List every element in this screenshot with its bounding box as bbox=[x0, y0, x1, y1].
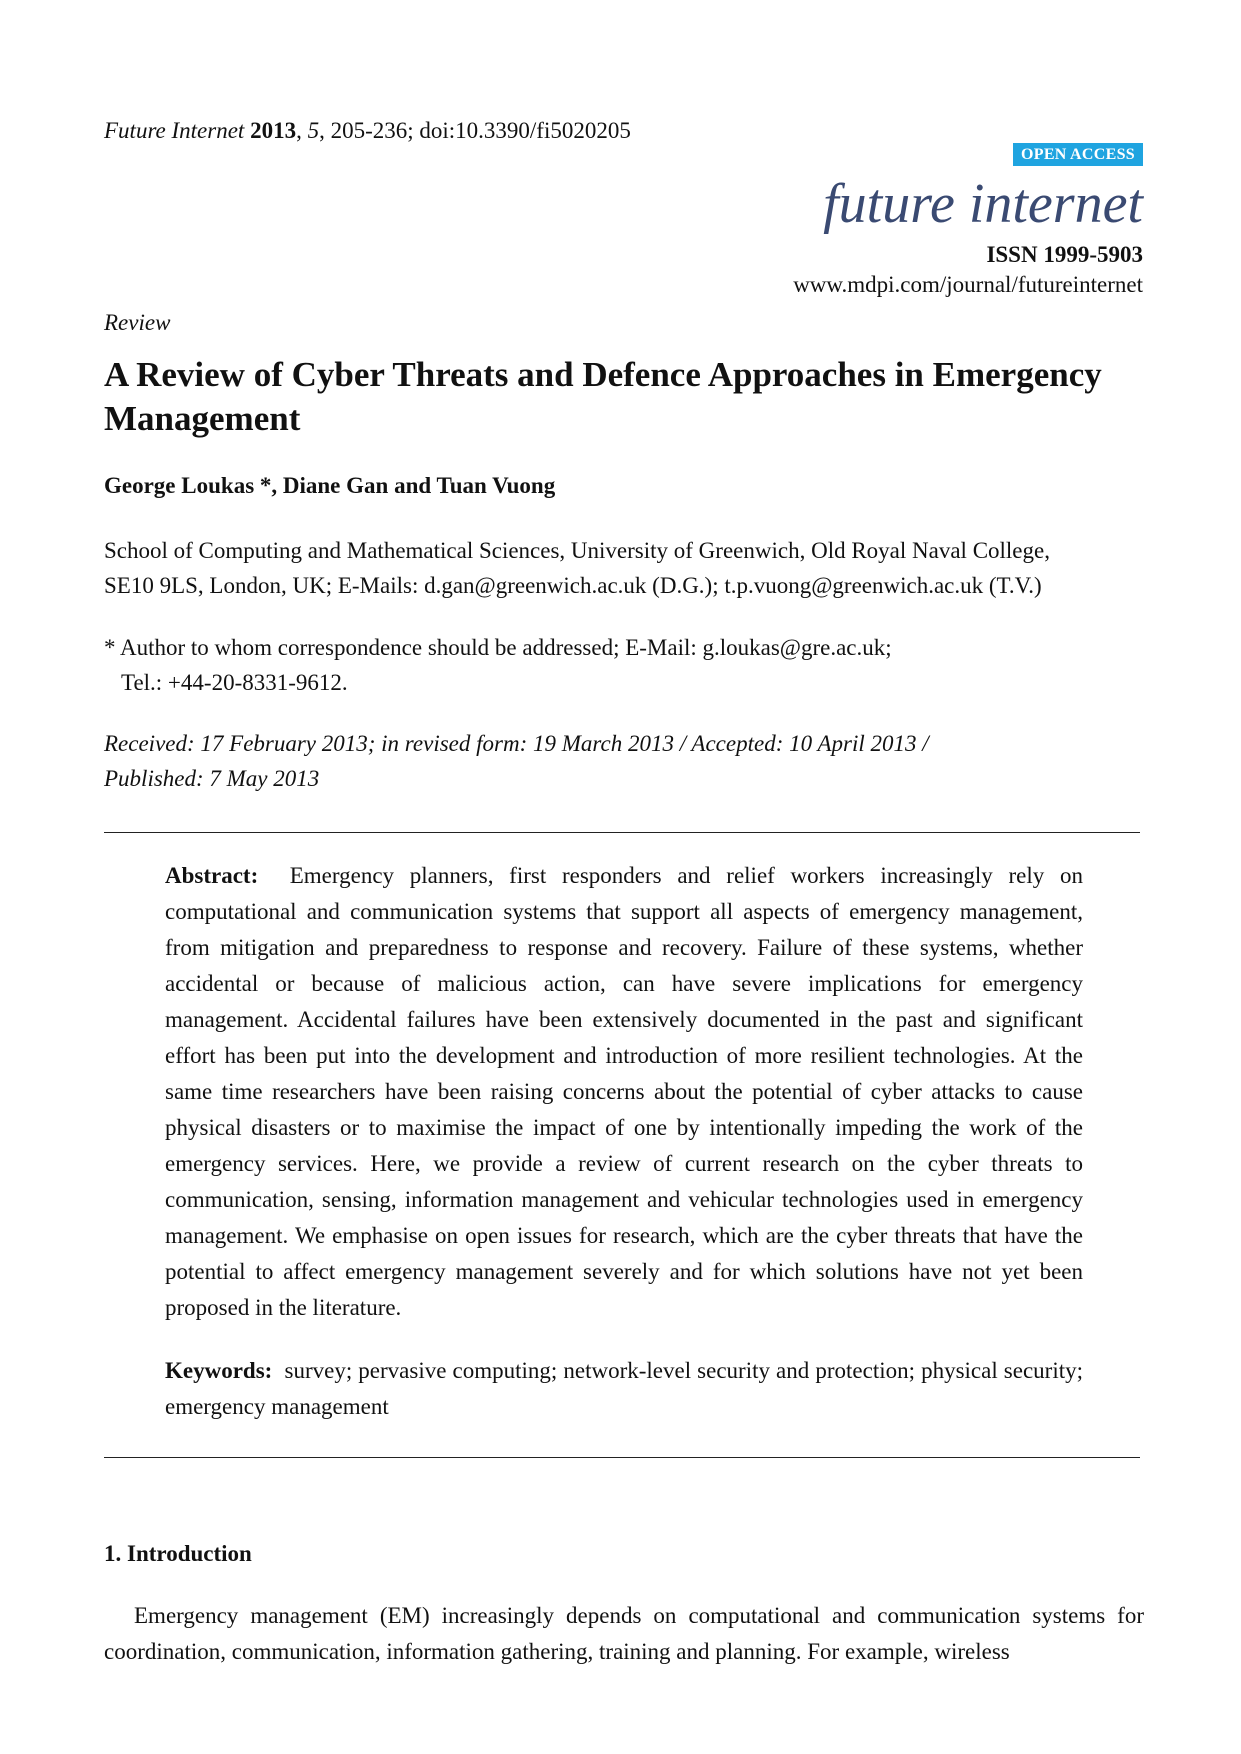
section-heading: 1. Introduction bbox=[104, 1541, 252, 1566]
affiliation-line: School of Computing and Mathematical Sciences, University of Greenwich, Old Royal Naval College, bbox=[104, 538, 1050, 563]
affiliation bbox=[104, 533, 1144, 603]
journal-url[interactable]: www.mdpi.com/journal/futureinternet bbox=[793, 272, 1143, 297]
correspondence-email: * Author to whom correspondence should be addressed; E-Mail: g.loukas@gre.ac.uk; bbox=[104, 635, 892, 660]
divider-bottom bbox=[104, 1457, 1140, 1458]
citation-volume: 5 bbox=[307, 118, 320, 143]
dates-published: Published: 7 May 2013 bbox=[104, 766, 320, 791]
divider-top bbox=[104, 832, 1140, 833]
keywords bbox=[165, 1353, 1083, 1425]
abstract bbox=[165, 858, 1083, 1326]
affiliation-emails: SE10 9LS, London, UK; E-Mails: d.gan@greenwich.ac.uk (D.G.); t.p.vuong@greenwich.ac.uk (T.V.) bbox=[104, 573, 1042, 598]
abstract-text: Emergency planners, first responders and relief workers increasingly rely on computational and communication systems that support all aspects of emergency management, from mitigation and preparedness to response and recovery. Failure of these systems, whether accidental or because of malicious action, can have severe implications for emergency management. Accidental failures have been extensively documented in the past and significant effort has been put into the development and introduction of more resilient technologies. At the same time researchers have been raising concerns about the potential of cyber attacks to cause physical disasters or to maximise the impact of one by intentionally impeding the work of the emergency services. Here, we provide a review of current research on the cyber threats to communication, sensing, information management and vehicular technologies used in emergency management. We emphasise on open issues for research, which are the cyber threats that have the potential to affect emergency management severely and for which solutions have not yet been proposed in the literature. bbox=[165, 863, 1084, 1320]
paper-title: A Review of Cyber Threats and Defence Approaches in Emergency Management bbox=[104, 355, 1102, 438]
open-access-badge: OPEN ACCESS bbox=[1013, 143, 1143, 166]
introduction-paragraph: Emergency management (EM) increasingly depends on computational and communication systems for coordination, communication, information gathering, training and planning. For example, wireless bbox=[104, 1603, 1144, 1664]
abstract-label: Abstract: bbox=[165, 863, 259, 888]
article-dates bbox=[104, 726, 929, 796]
correspondence bbox=[104, 630, 892, 700]
correspondence-tel: Tel.: +44-20-8331-9612. bbox=[121, 670, 348, 695]
keywords-label: Keywords: bbox=[165, 1358, 273, 1383]
journal-logo-title: future internet bbox=[823, 173, 1143, 235]
journal-name: Future Internet bbox=[104, 118, 245, 143]
keywords-text: survey; pervasive computing; network-level security and protection; physical security; emergency management bbox=[165, 1358, 1083, 1419]
authors: George Loukas *, Diane Gan and Tuan Vuong bbox=[104, 473, 556, 498]
citation-line: Future Internet 2013, 5, 205-236; doi:10.3390/fi5020205 bbox=[104, 118, 631, 143]
dates-received: Received: 17 February 2013; in revised form: 19 March 2013 / Accepted: 10 April 2013 / bbox=[104, 731, 929, 756]
article-type: Review bbox=[104, 310, 171, 335]
issn: ISSN 1999-5903 bbox=[986, 242, 1143, 267]
citation-year: 2013 bbox=[250, 118, 297, 143]
citation-pages-doi: , 205-236; doi:10.3390/fi5020205 bbox=[319, 118, 631, 143]
